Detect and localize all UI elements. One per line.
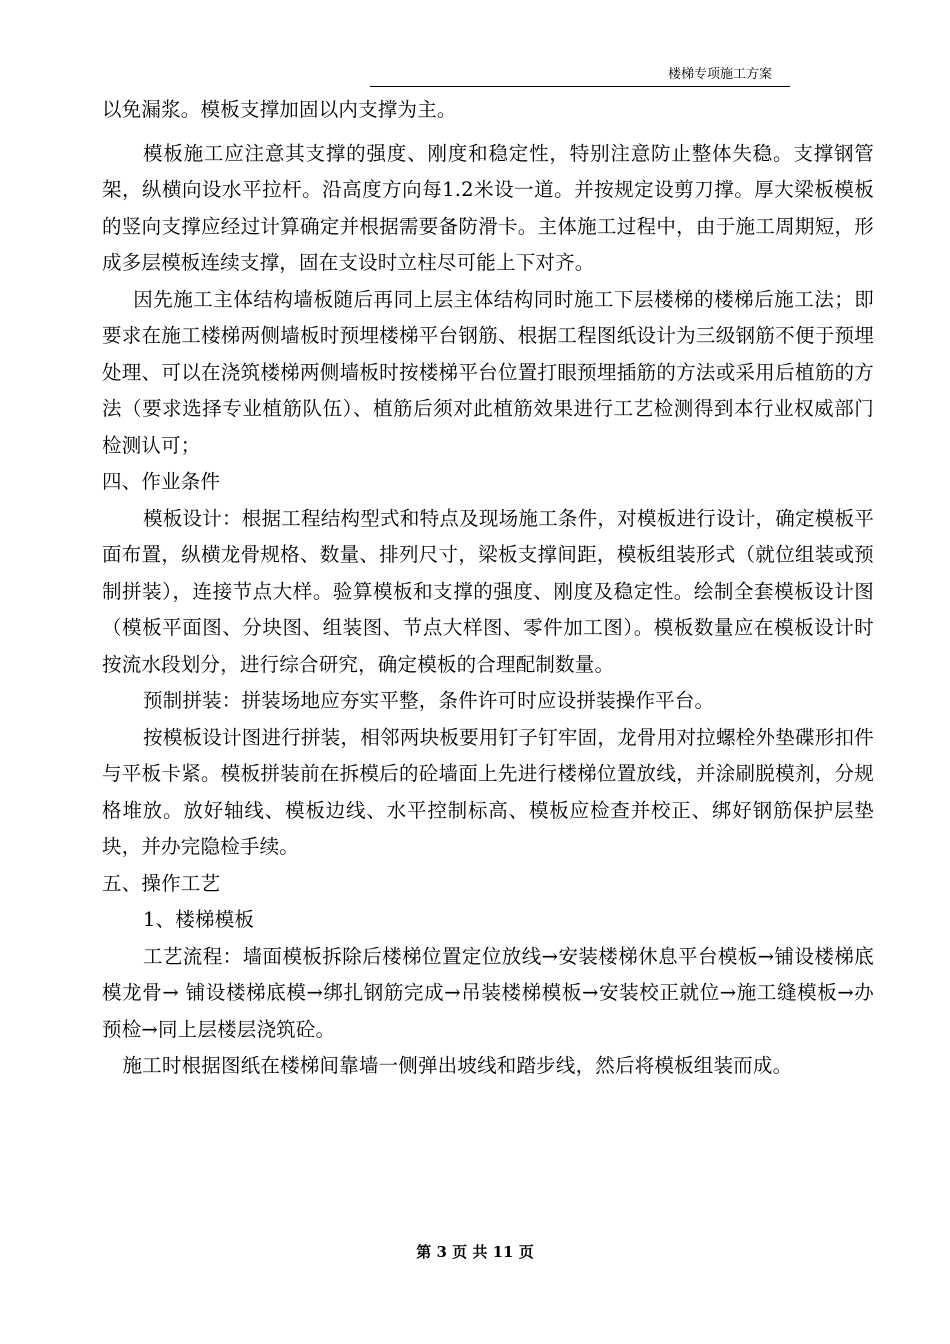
paragraph-prefab-assembly: 预制拼装：拼装场地应夯实平整，条件许可时应设拼装操作平台。: [142, 689, 715, 712]
section-heading-operation-process: 五、操作工艺: [102, 871, 221, 895]
running-header-title: 楼梯专项施工方案: [668, 67, 773, 82]
document-body: [102, 92, 874, 1085]
section-heading-work-conditions: 四、作业条件: [102, 470, 221, 493]
paragraph-construction-note: 施工时根据图纸在楼梯间靠墙一侧弹出坡线和踏步线，然后将模板组装而成。: [122, 1054, 793, 1077]
paragraph-process-flow: 工艺流程：墙面模板拆除后楼梯位置定位放线→安装楼梯休息平台模板→铺设楼梯底模龙骨→ 铺设楼梯底模→绑扎钢筋完成→吊装楼梯模板→安装校正就位→施工缝模板→办预检→同上层楼层浇筑砼。: [102, 944, 874, 1041]
paragraph-formwork-support: 模板施工应注意其支撑的强度、刚度和稳定性，特别注意防止整体失稳。支撑钢管架，纵横向设水平拉杆。沿高度方向每1.2米设一道。并按规定设剪刀撑。厚大梁板模板的竖向支撑应经过计算确定并根据需要备防滑卡。主体施工过程中，由于施工周期短，形成多层模板连续支撑，固在支设时立柱尽可能上下对齐。: [102, 141, 874, 274]
paragraph-stair-method: 因先施工主体结构墙板随后再同上层主体结构同时施工下层楼梯的楼梯后施工法；即要求在施工楼梯两侧墙板时预埋楼梯平台钢筋、根据工程图纸设计为三级钢筋不便于预埋处理、可以在浇筑楼梯两侧墙板时按楼梯平台位置打眼预埋插筋的方法或采用后植筋的方法（要求选择专业植筋队伍）、植筋后须对此植筋效果进行工艺检测得到本行业权威部门检测认可；: [102, 287, 874, 457]
paragraph-continuation: 以免漏浆。模板支撑加固以内支撑为主。: [102, 98, 457, 121]
subheading-stair-formwork: 1、楼梯模板: [142, 908, 255, 931]
paragraph-assembly-details: 按模板设计图进行拼装，相邻两块板要用钉子钉牢固，龙骨用对拉螺栓外垫碟形扣件与平板卡紧。模板拼装前在拆模后的砼墙面上先进行楼梯位置放线，并涂刷脱模剂，分规格堆放。放好轴线、模板边线、水平控制标高、模板应检查并校正、绑好钢筋保护层垫块，并办完隐检手续。: [102, 725, 874, 858]
page-number-footer: 第 3 页 共 11 页: [416, 1243, 534, 1261]
paragraph-formwork-design: 模板设计：根据工程结构型式和特点及现场施工条件，对模板进行设计，确定模板平面布置，纵横龙骨规格、数量、排列尺寸，梁板支撑间距，模板组装形式（就位组装或预制拼装），连接节点大样。验算模板和支撑的强度、刚度及稳定性。绘制全套模板设计图（模板平面图、分块图、组装图、节点大样图、零件加工图）。模板数量应在模板设计时按流水段划分，进行综合研究，确定模板的合理配制数量。: [102, 506, 874, 676]
header-rule: [370, 86, 790, 87]
